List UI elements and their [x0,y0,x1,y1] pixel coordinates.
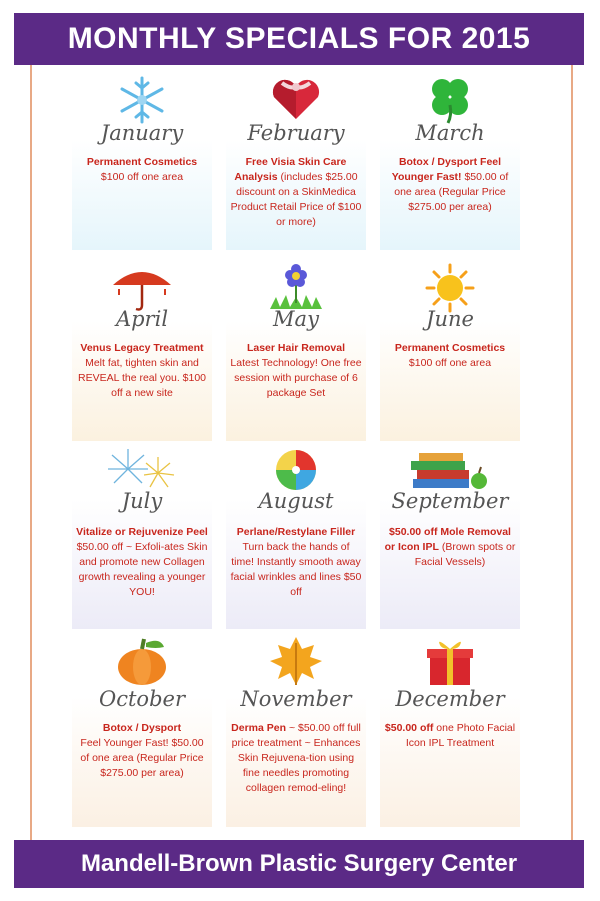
flower-icon [226,263,366,311]
card-november [226,635,366,827]
card-july [72,447,212,629]
leaf-icon [226,635,366,687]
special-description: $50.00 off Mole Removal or Icon IPL (Brown spots or Facial Vessels) [384,526,516,568]
beach-ball-icon [226,447,366,493]
gift-heart-icon [226,75,366,123]
snowflake-icon [72,75,212,125]
special-description: Laser Hair Removal Latest Technology! One free session with purchase of 6 package Set [230,342,362,399]
specials-grid [70,75,550,835]
present-icon [380,635,520,687]
month-label: November [240,687,352,711]
special-description: Permanent Cosmetics $100 off one area [394,342,506,369]
month-label: July [121,489,163,513]
page-title: MONTHLY SPECIALS FOR 2015 [14,13,584,65]
card-june [380,263,520,441]
card-december [380,635,520,827]
umbrella-icon [72,265,212,313]
special-description: Perlane/Restylane Filler Turn back the hands of time! Instantly smooth away facial wrinkles and lines $50 off [230,526,362,598]
special-description: Venus Legacy Treatment Melt fat, tighten skin and REVEAL the real you. $100 off a new site [77,342,207,399]
month-label: April [115,307,169,331]
card-april [72,263,212,441]
card-january [72,75,212,250]
sun-icon [380,263,520,313]
month-label: September [391,489,509,513]
card-march [380,75,520,250]
card-september [380,447,520,629]
card-august [226,447,366,629]
special-description: $50.00 off one Photo Facial Icon IPL Treatment [384,722,516,749]
special-description: Vitalize or Rejuvenize Peel $50.00 off ~ Exfoli-ates Skin and promote new Collagen growth revealing a younger YOU! [76,526,208,598]
special-description: Botox / Dysport Feel Younger Fast! $50.00 of one area (Regular Price $275.00 per area) [80,722,204,779]
card-february [226,75,366,250]
month-label: December [395,687,505,711]
month-label: March [415,121,485,145]
month-label: June [426,307,474,331]
card-october [72,635,212,827]
footer-practice-name: Mandell-Brown Plastic Surgery Center [14,840,584,888]
month-label: August [258,489,334,513]
pumpkin-icon [72,635,212,687]
special-description: Free Visia Skin Care Analysis (includes $25.00 discount on a SkinMedica Product Retail Price of $100 or more) [230,156,362,228]
books-apple-icon [380,451,520,491]
card-may [226,263,366,441]
month-label: May [273,307,319,331]
special-description: Botox / Dysport Feel Younger Fast! $50.00 of one area (Regular Price $275.00 per area) [391,156,509,213]
clover-icon [380,75,520,125]
month-label: February [247,121,345,145]
month-label: October [99,687,185,711]
special-description: Permanent Cosmetics $100 off one area [86,156,198,183]
special-description: Derma Pen ~ $50.00 off full price treatment ~ Enhances Skin Rejuvena-tion using fine needles promoting collagen remod-eling! [231,722,361,794]
fireworks-icon [72,447,212,493]
month-label: January [100,121,184,145]
